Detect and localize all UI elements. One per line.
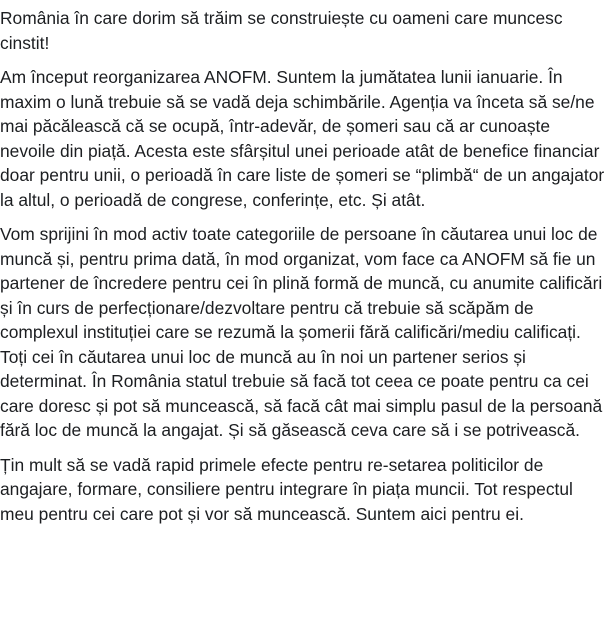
post-paragraph-4: Țin mult să se vadă rapid primele efecte pentru re-setarea politicilor de angajare, formare, consiliere pentru integrare în piața muncii. Tot respectul meu pentru cei care pot și vor să muncească. Suntem aici pentru ei. <box>0 454 573 524</box>
post-body <box>0 6 616 526</box>
post-paragraph-2: Am început reorganizarea ANOFM. Suntem la jumătatea lunii ianuarie. În maxim o lună trebuie să se vadă deja schimbările. Agenția va înceta să se/ne mai păcălească că se ocupă, într-adevăr, de șomeri sau că ar cunoaște nevoile din piață. Acesta este sfârșitul unei perioade atât de benefice financiar doar pentru unii, o perioadă în care liste de șomeri se “plimbă“ de un angajator la altul, o perioadă de congrese, conferințe, etc. Și atât. <box>0 67 605 210</box>
post-paragraph-1: România în care dorim să trăim se construiește cu oameni care muncesc cinstit! <box>0 8 563 53</box>
post-paragraph-3: Vom sprijini în mod activ toate categoriile de persoane în căutarea unui loc de muncă și, pentru prima dată, în mod organizat, vom face ca ANOFM să fie un partener de încredere pentru cei în plină formă de muncă, cu anumite calificări și în curs de perfecționare/dezvoltare pentru că trebuie să scăpăm de complexul instituției care se rezumă la șomerii fără calificări/mediu calificați. Toți cei în căutarea unui loc de muncă au în noi un partener serios și determinat. În România statul trebuie să facă tot ceea ce poate pentru ca cei care doresc și pot să muncească, să facă cât mai simplu pasul de la persoană fără loc de muncă la angajat. Și să găsească ceva care să i se potrivească. <box>0 224 603 440</box>
